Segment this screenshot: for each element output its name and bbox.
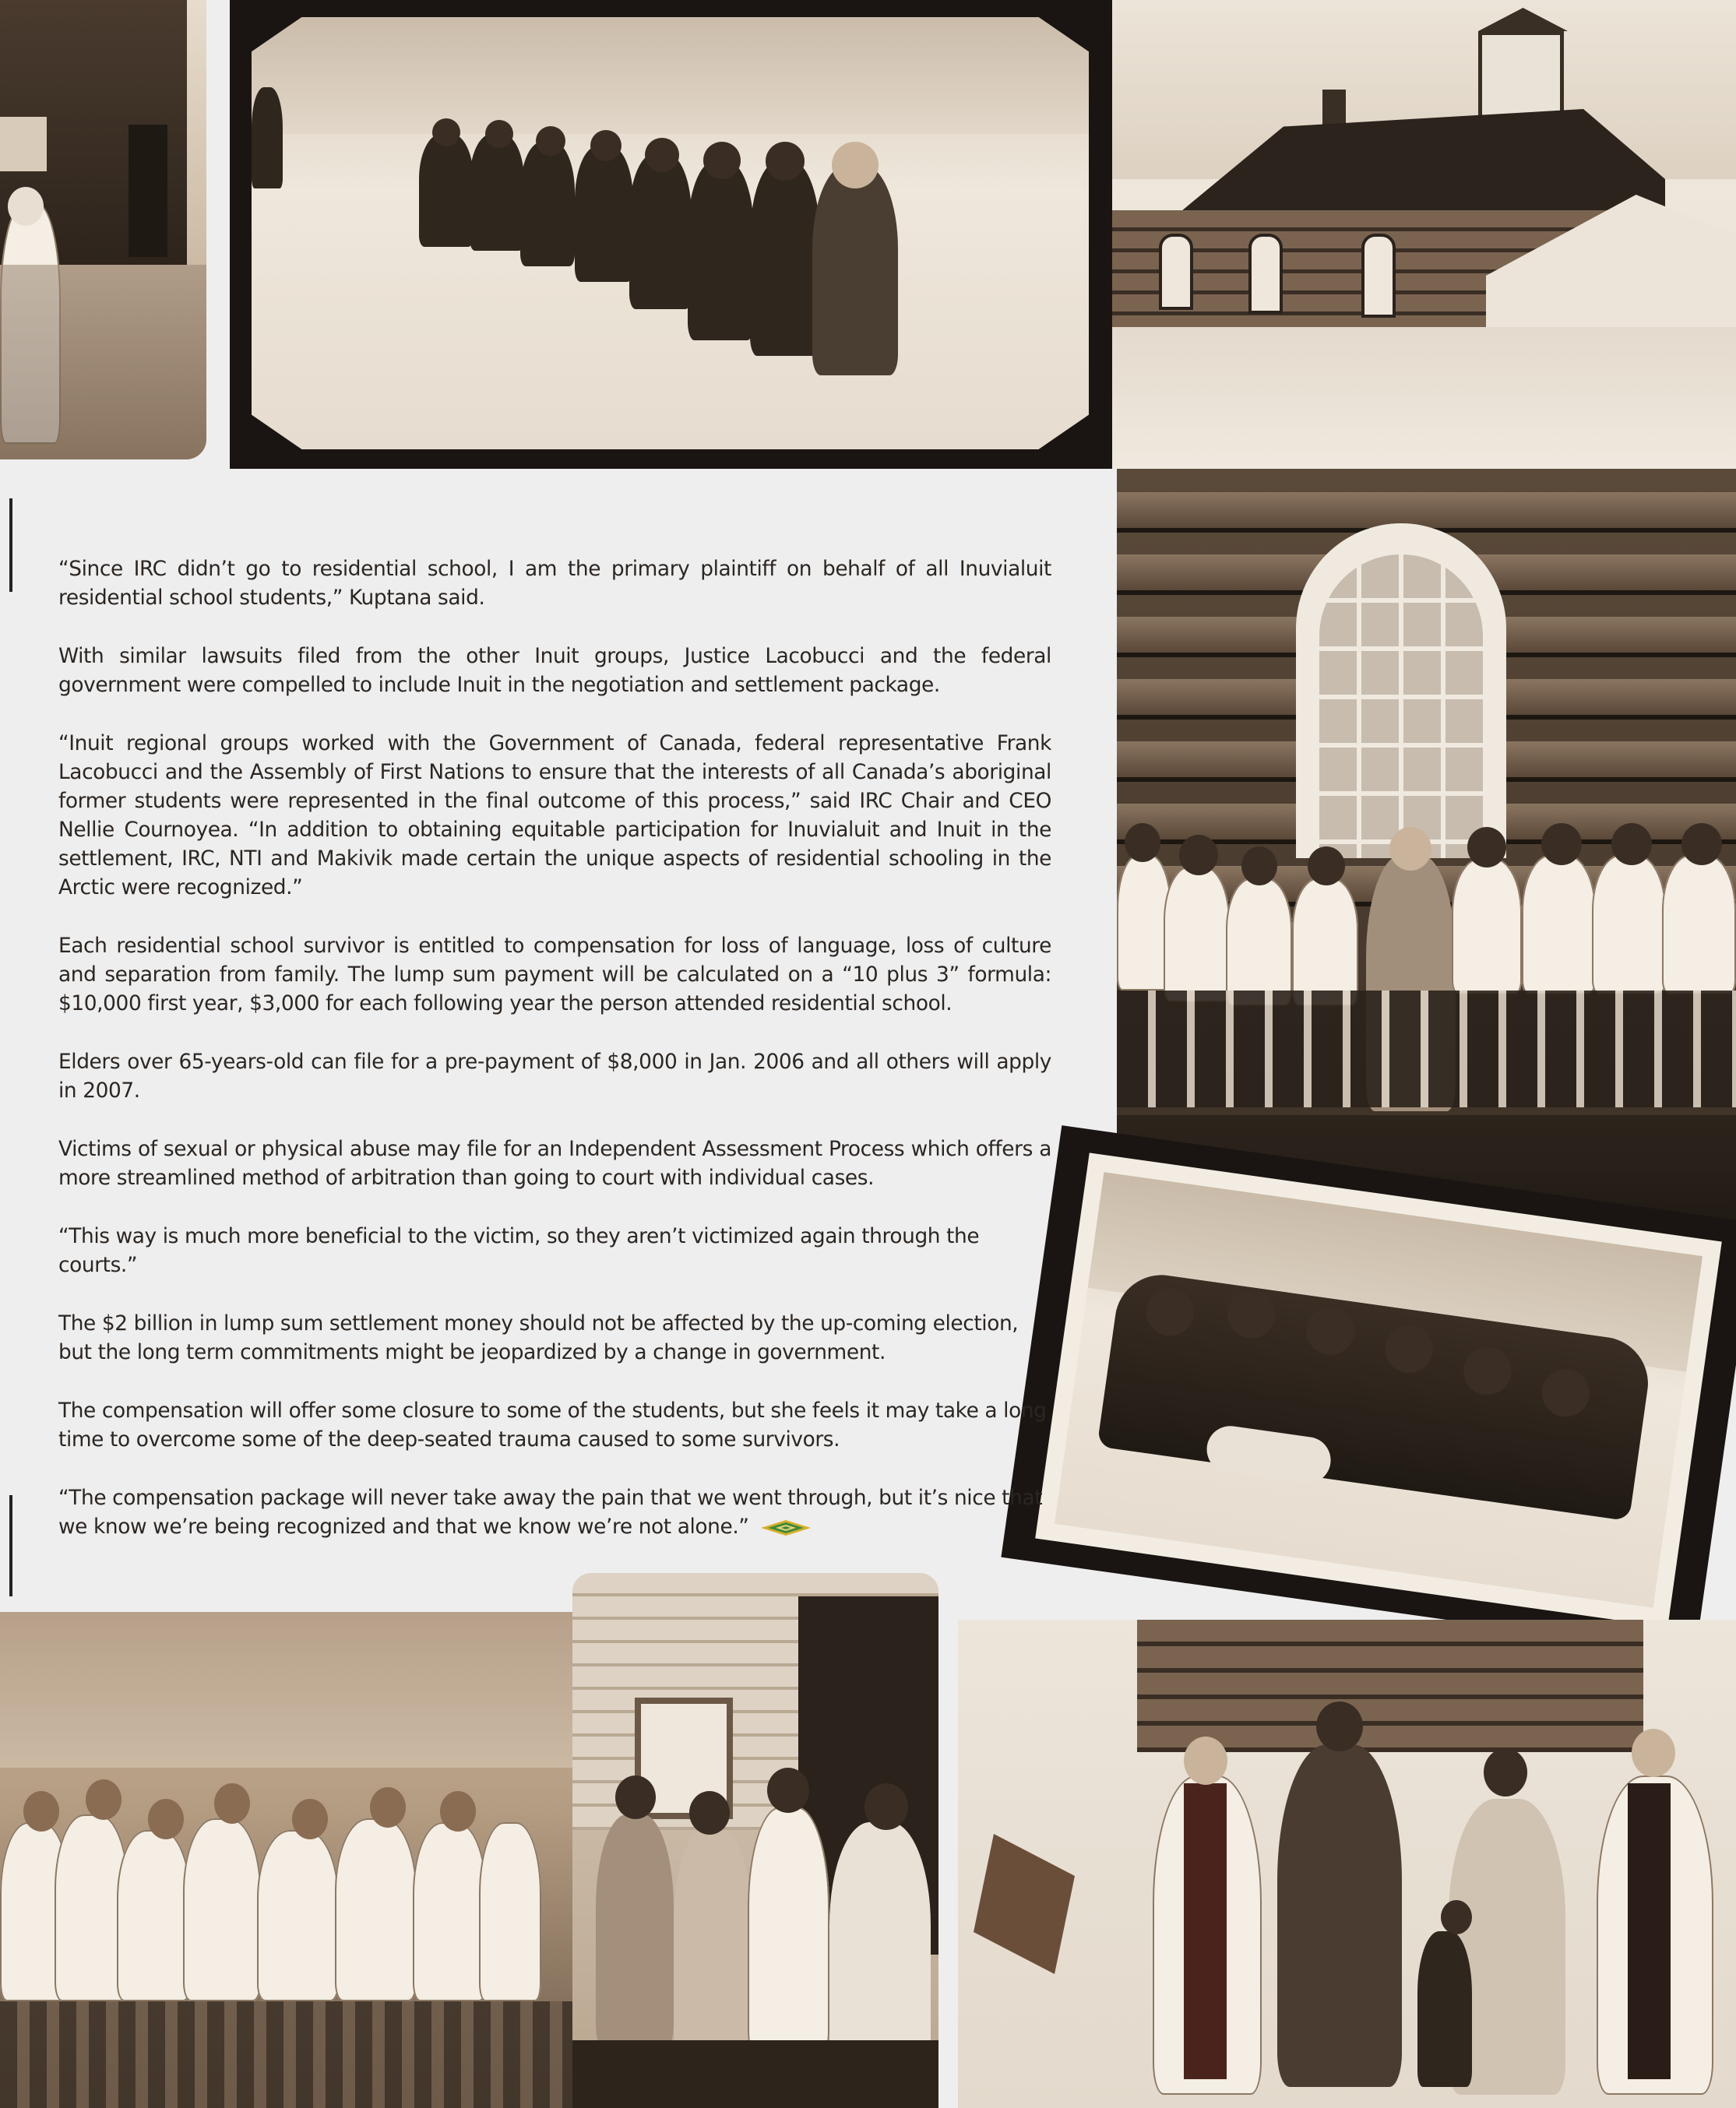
photo-girls-in-white-dresses [0,1612,572,2108]
photo-clergy-and-family [958,1620,1736,2108]
diamond-ornament-icon [760,1519,812,1536]
article-paragraph-4: Each residential school survivor is entitled to compensation for loss of language, loss of culture and separation from family. The lump sum payment will be calculated on a “10 plus 3” formula: $10,000 first year, $3,000 for each following year the person attended residential school. [58,934,1051,1015]
article-paragraph-3: “Inuit regional groups worked with the Government of Canada, federal representative Frank Lacobucci and the Assembly of First Nations to ensure that the interests of all Canada’s aboriginal former students were represented in the final outcome of this process,” said IRC Chair and CEO Nellie Cournoyea. “In addition to obtaining equitable participation for Inuvialuit and Inuit in the settlement, IRC, NTI and Makivik made certain the unique aspects of residential schooling in the Arctic were recognized.” [58,731,1051,899]
article-paragraph-9: The compensation will offer some closure to some of the students, but she feels it may take a long time to overcome some of the deep-seated trauma caused to some survivors. [58,1399,1047,1452]
article-paragraph-5: Elders over 65-years-old can file for a pre-payment of $8,000 in Jan. 2006 and all others will apply in 2007. [58,1050,1051,1103]
article-paragraph-6: Victims of sexual or physical abuse may file for an Independent Assessment Process which offers a more streamlined method of arbitration than going to court with individual cases. [58,1137,1051,1190]
binding-staple-bottom [9,1495,12,1596]
article-paragraph-8: The $2 billion in lump sum settlement money should not be affected by the up-coming election, but the long term commitments might be jeopardized by a change in government. [58,1311,1019,1364]
photo-girls-at-doorway [572,1573,938,2108]
article-paragraph-10-wrap [58,1483,1051,1541]
photo-group-in-parkas [1001,1125,1736,1655]
photo-children-with-sled [230,0,1112,469]
article-paragraph-1: “Since IRC didn’t go to residential school, I am the primary plaintiff on behalf of all Inuvialuit residential school students,” Kuptana said. [58,557,1051,610]
article-paragraph-7: “This way is much more beneficial to the victim, so they aren’t victimized again through the courts.” [58,1224,980,1277]
binding-staple-top [9,498,12,592]
photo-nurse-by-cabin [0,0,206,459]
article-body [58,554,1051,1571]
article-paragraph-10: “The compensation package will never take away the pain that we went through, but it’s nice that we know we’re being recognized and that we know we’re not alone.” [58,1486,1043,1539]
photo-log-church-bell-tower [1112,0,1736,469]
article-paragraph-2: With similar lawsuits filed from the other Inuit groups, Justice Lacobucci and the federal government were compelled to include Inuit in the negotiation and settlement package. [58,644,1051,697]
